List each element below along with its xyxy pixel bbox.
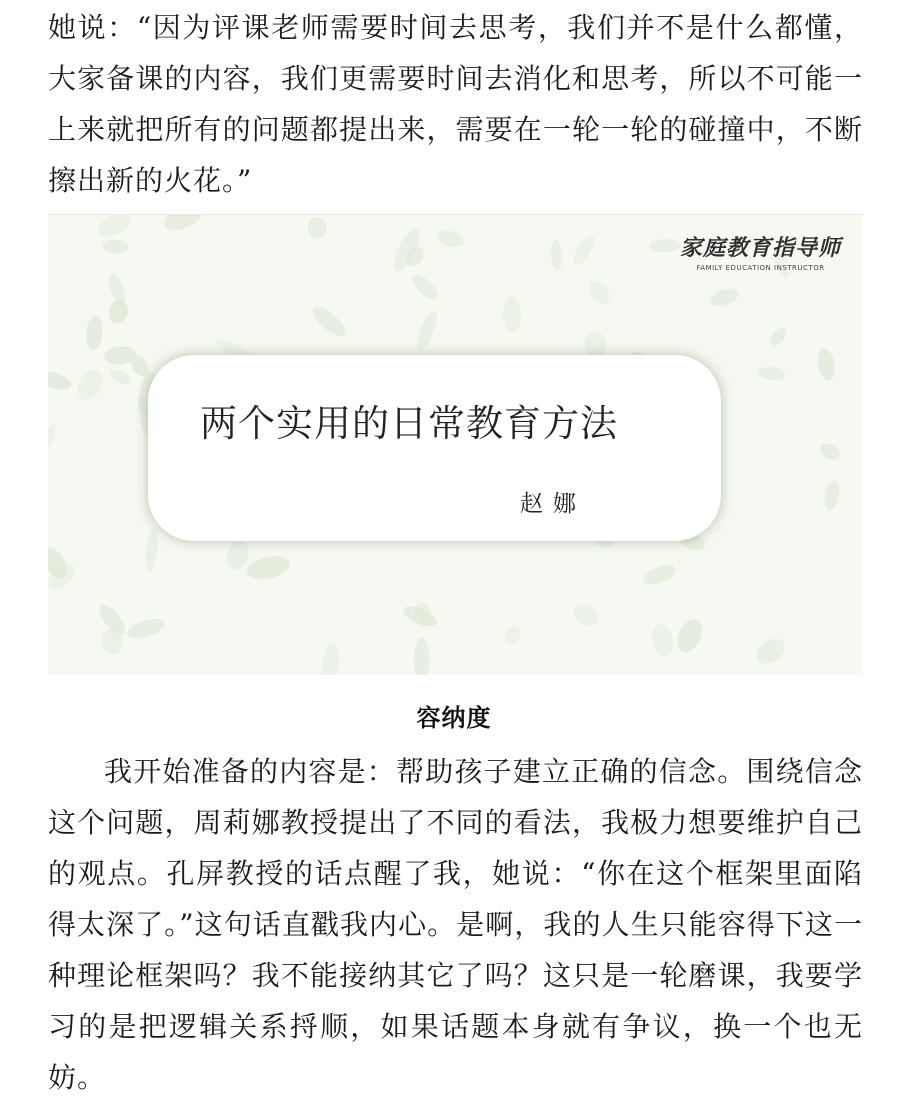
slide-author: 赵娜 <box>520 491 586 517</box>
slide-title: 两个实用的日常教育方法 <box>200 402 618 445</box>
leaf-shape <box>160 215 209 236</box>
leaf-shape <box>570 232 598 268</box>
leaf-shape <box>649 622 675 658</box>
leaf-shape <box>817 440 843 464</box>
leaf-shape <box>48 422 59 456</box>
leaf-shape <box>108 367 133 387</box>
leaf-shape <box>414 638 429 676</box>
leaf-shape <box>244 552 292 583</box>
brand-name-english: FAMILY EDUCATION INSTRUCTOR <box>696 264 825 272</box>
leaf-shape <box>502 623 522 647</box>
slide-image <box>48 214 863 675</box>
leaf-shape <box>570 600 603 631</box>
paragraph-quote: 她说：“因为评课老师需要时间去思考，我们并不是什么都懂，大家备课的内容，我们更需要时间去消化和思考，所以不可能一上来就把所有的问题都提出来，需要在一轮一轮的碰撞中，不断擦出新的火花。” <box>48 11 863 197</box>
brand-logo <box>680 231 841 272</box>
leaf-shape <box>586 277 614 307</box>
leaf-shape <box>708 285 741 309</box>
leaf-shape <box>309 302 350 341</box>
leaf-shape <box>758 365 787 382</box>
leaf-shape <box>816 347 838 382</box>
leaf-shape <box>144 528 160 573</box>
leaf-shape <box>752 633 789 668</box>
leaf-shape <box>413 309 440 353</box>
leaf-shape <box>106 298 130 326</box>
leaf-shape <box>649 239 680 252</box>
paragraph-body: 我开始准备的内容是：帮助孩子建立正确的信念。围绕信念这个问题，周莉娜教授提出了不同的看法，我极力想要维护自己的观点。孔屏教授的话点醒了我，她说：“你在这个框架里面陷得太深了。”这句话直戳我内心。是啊，我的人生只能容得下这一种理论框架吗？我不能接纳其它了吗？这只是一轮磨课，我要学习的是把逻辑关系捋顺，如果话题本身就有争议，换一个也无妨。 <box>48 755 863 1094</box>
leaf-shape <box>641 562 678 589</box>
leaf-shape <box>307 216 329 240</box>
leaf-shape <box>223 539 252 573</box>
leaf-shape <box>102 239 128 255</box>
leaf-shape <box>319 642 341 675</box>
leaf-shape <box>435 228 465 249</box>
title-card <box>148 355 721 541</box>
leaf-shape <box>95 215 135 242</box>
leaf-shape <box>48 368 73 393</box>
leaf-shape <box>125 615 167 642</box>
leaf-shape <box>550 239 564 271</box>
brand-name-chinese: 家庭教育指导师 <box>679 235 841 261</box>
section-heading: 容纳度 <box>416 704 492 732</box>
leaf-shape <box>73 365 108 404</box>
leaf-shape <box>822 480 841 511</box>
leaf-shape <box>767 325 789 349</box>
leaf-shape <box>673 615 707 656</box>
leaf-shape <box>85 315 104 350</box>
leaf-shape <box>502 296 521 333</box>
leaf-shape <box>408 270 442 303</box>
